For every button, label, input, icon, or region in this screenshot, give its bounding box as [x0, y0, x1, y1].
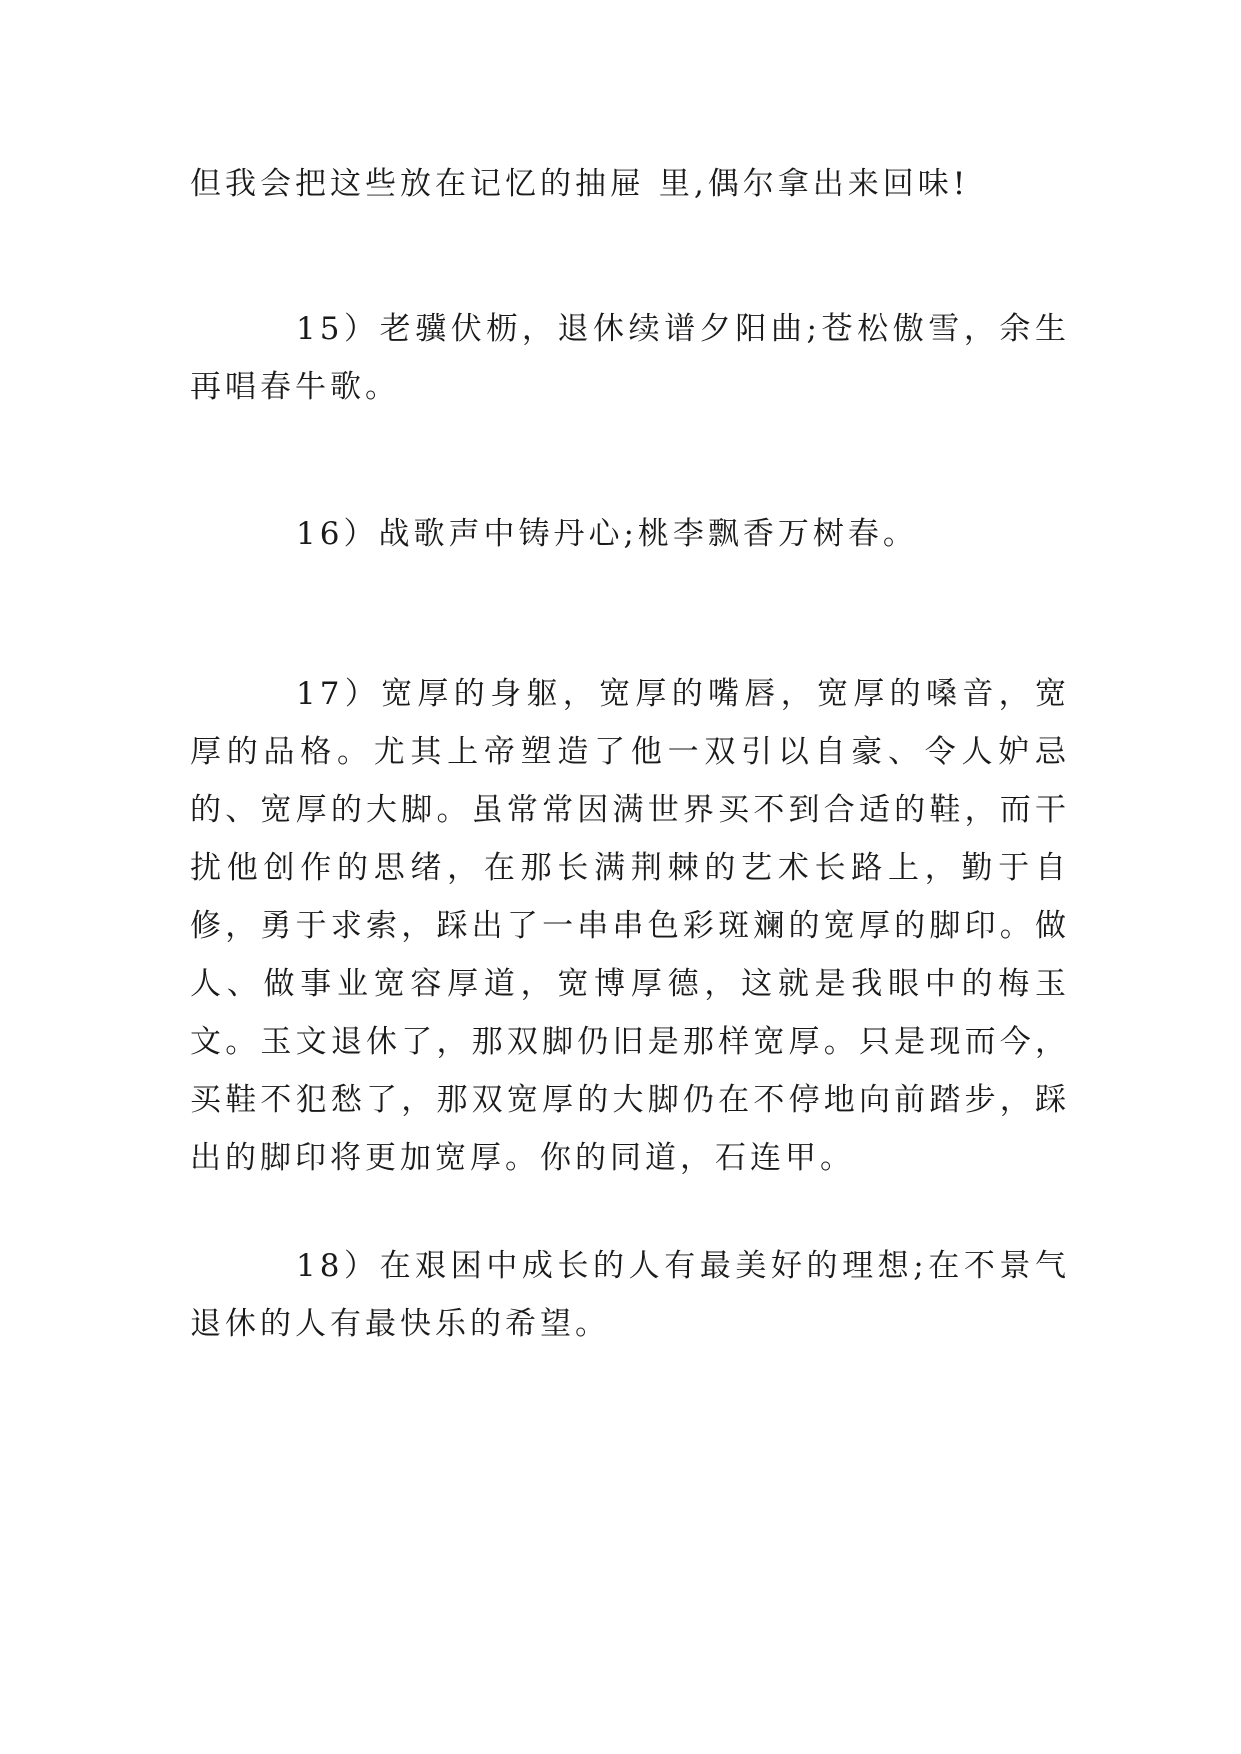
- paragraph-18: 18）在艰困中成长的人有最美好的理想;在不景气退休的人有最快乐的希望。: [190, 1248, 1070, 1342]
- paragraph-15: 15）老骥伏枥，退休续谱夕阳曲;苍松傲雪，余生再唱春牛歌。: [190, 311, 1070, 405]
- paragraph-continuation: 但我会把这些放在记忆的抽屉 里,偶尔拿出来回味!: [190, 166, 970, 202]
- paragraph-16: 16）战歌声中铸丹心;桃李飘香万树春。: [296, 516, 918, 552]
- paragraph-17: 17）宽厚的身躯，宽厚的嘴唇，宽厚的嗓音，宽厚的品格。尤其上帝塑造了他一双引以自豪、令人妒忌的、宽厚的大脚。虽常常因满世界买不到合适的鞋，而干扰他创作的思绪，在那长满荆棘的艺术长路上，勤于自修，勇于求索，踩出了一串串色彩斑斓的宽厚的脚印。做人、做事业宽容厚道，宽博厚德，这就是我眼中的梅玉文。玉文退休了，那双脚仍旧是那样宽厚。只是现而今，买鞋不犯愁了，那双宽厚的大脚仍在不停地向前踏步，踩出的脚印将更加宽厚。你的同道，石连甲。: [190, 676, 1070, 1176]
